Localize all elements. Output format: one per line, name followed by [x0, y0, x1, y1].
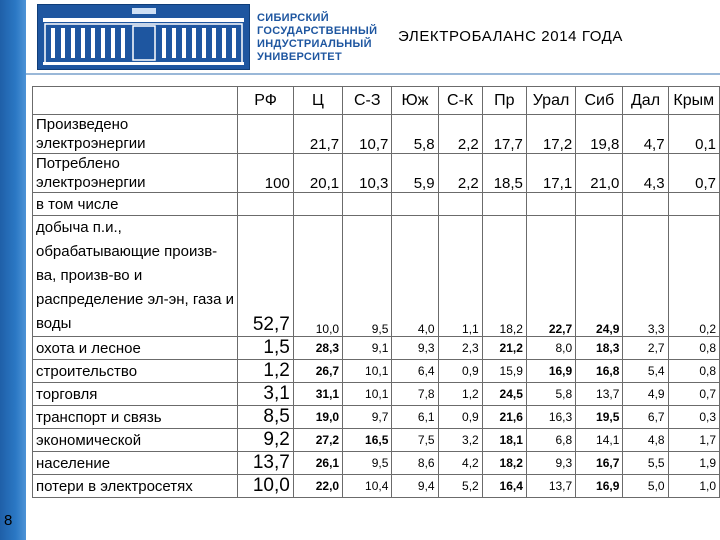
value-cell: 1,5: [238, 337, 293, 360]
value-cell: 16,9: [526, 360, 575, 383]
value-cell: 10,3: [343, 154, 392, 193]
value-cell: 4,9: [623, 383, 668, 406]
empty-cell: [343, 193, 392, 216]
value-cell: 5,2: [438, 475, 482, 498]
column-header: Крым: [668, 87, 719, 115]
value-cell: 4,8: [623, 429, 668, 452]
value-cell: 17,7: [482, 115, 526, 154]
empty-cell: [438, 193, 482, 216]
row-label-line: электроэнергии: [36, 174, 146, 191]
value-cell: 19,0: [293, 406, 342, 429]
value-cell: 6,8: [526, 429, 575, 452]
column-header: РФ: [238, 87, 293, 115]
value-cell: 16,3: [526, 406, 575, 429]
header-divider: [26, 73, 720, 75]
value-cell: 6,1: [392, 406, 438, 429]
value-cell: 31,1: [293, 383, 342, 406]
row-label-line: электроэнергии: [36, 135, 146, 152]
value-cell: 18,2: [482, 216, 526, 337]
value-cell: 6,4: [392, 360, 438, 383]
sector-row: [33, 360, 720, 383]
value-cell: 18,1: [482, 429, 526, 452]
header-blank-cell: [33, 87, 238, 115]
university-name: [257, 12, 387, 64]
value-cell: 1,7: [668, 429, 719, 452]
row-label: строительство: [33, 360, 238, 383]
value-cell: 26,7: [293, 360, 342, 383]
value-cell: 18,2: [482, 452, 526, 475]
value-cell: 19,5: [576, 406, 623, 429]
value-cell: 18,5: [482, 154, 526, 193]
value-cell: 10,0: [293, 216, 342, 337]
value-cell: 6,7: [623, 406, 668, 429]
value-cell: 24,5: [482, 383, 526, 406]
value-cell: 21,6: [482, 406, 526, 429]
mining-row: [33, 216, 720, 337]
column-header: Юж: [392, 87, 438, 115]
value-cell: 5,8: [392, 115, 438, 154]
value-cell: 9,3: [392, 337, 438, 360]
value-cell: 0,8: [668, 337, 719, 360]
value-cell: 16,7: [576, 452, 623, 475]
row-label: торговля: [33, 383, 238, 406]
university-name-line: ГОСУДАРСТВЕННЫЙ: [257, 25, 378, 37]
university-building-logo: [37, 4, 250, 70]
value-cell: 13,7: [576, 383, 623, 406]
subheader-label: в том числе: [33, 193, 238, 216]
value-cell: 10,4: [343, 475, 392, 498]
row-label: население: [33, 452, 238, 475]
value-cell: 9,7: [343, 406, 392, 429]
column-header: Ц: [293, 87, 342, 115]
value-cell: 2,7: [623, 337, 668, 360]
value-cell: 5,0: [623, 475, 668, 498]
value-cell: 10,1: [343, 383, 392, 406]
row-label: добыча п.и., обрабатывающие произв-ва, произв-во и распределение эл-эн, газа и воды: [33, 216, 238, 337]
value-cell: 17,1: [526, 154, 575, 193]
row-label: транспорт и связь: [33, 406, 238, 429]
value-cell: 16,5: [343, 429, 392, 452]
building-icon: [37, 4, 250, 70]
value-cell: 20,1: [293, 154, 342, 193]
value-cell: 10,1: [343, 360, 392, 383]
value-cell: 9,4: [392, 475, 438, 498]
value-cell: 8,0: [526, 337, 575, 360]
value-cell: 26,1: [293, 452, 342, 475]
value-cell: 9,2: [238, 429, 293, 452]
value-cell: 17,2: [526, 115, 575, 154]
produced-row: [33, 115, 720, 154]
consumed-row: [33, 154, 720, 193]
value-cell: 21,2: [482, 337, 526, 360]
value-cell: 13,7: [526, 475, 575, 498]
value-cell: 14,1: [576, 429, 623, 452]
sector-row: [33, 452, 720, 475]
value-cell: 4,2: [438, 452, 482, 475]
value-cell: 22,7: [526, 216, 575, 337]
value-cell: 5,5: [623, 452, 668, 475]
value-cell: 5,8: [526, 383, 575, 406]
electric-balance-table: [32, 86, 720, 498]
column-header: Сиб: [576, 87, 623, 115]
value-cell: 9,5: [343, 216, 392, 337]
column-header: Пр: [482, 87, 526, 115]
left-accent-bar: [0, 0, 26, 540]
value-cell: 5,9: [392, 154, 438, 193]
value-cell: 3,3: [623, 216, 668, 337]
value-cell: 9,3: [526, 452, 575, 475]
value-cell: 13,7: [238, 452, 293, 475]
column-header: С-З: [343, 87, 392, 115]
value-cell: 28,3: [293, 337, 342, 360]
value-cell: 3,2: [438, 429, 482, 452]
empty-cell: [482, 193, 526, 216]
value-cell: 9,5: [343, 452, 392, 475]
row-label: экономической: [33, 429, 238, 452]
value-cell: 0,8: [668, 360, 719, 383]
sector-rows: [33, 337, 720, 498]
subheader-row: [33, 193, 720, 216]
page-number: 8: [4, 512, 13, 529]
empty-cell: [238, 193, 293, 216]
value-cell: 16,9: [576, 475, 623, 498]
value-cell: 1,2: [238, 360, 293, 383]
value-cell: 27,2: [293, 429, 342, 452]
value-cell: 2,2: [438, 115, 482, 154]
row-label: охота и лесное: [33, 337, 238, 360]
value-cell: 1,2: [438, 383, 482, 406]
value-cell: 4,3: [623, 154, 668, 193]
value-cell: 0,9: [438, 406, 482, 429]
value-cell: 3,1: [238, 383, 293, 406]
value-cell: 9,1: [343, 337, 392, 360]
value-cell: 100: [238, 154, 293, 193]
value-cell: 5,4: [623, 360, 668, 383]
value-cell: 0,3: [668, 406, 719, 429]
value-cell: 0,1: [668, 115, 719, 154]
value-cell: 2,2: [438, 154, 482, 193]
value-cell: 18,3: [576, 337, 623, 360]
empty-cell: [623, 193, 668, 216]
sector-row: [33, 406, 720, 429]
empty-cell: [668, 193, 719, 216]
value-cell: 21,0: [576, 154, 623, 193]
value-cell: 22,0: [293, 475, 342, 498]
value-cell: 16,4: [482, 475, 526, 498]
sector-row: [33, 475, 720, 498]
sector-row: [33, 383, 720, 406]
value-cell: 10,7: [343, 115, 392, 154]
value-cell: 0,7: [668, 154, 719, 193]
column-header: Дал: [623, 87, 668, 115]
sector-row: [33, 337, 720, 360]
row-label-line: Потреблено: [36, 155, 120, 172]
value-cell: 8,6: [392, 452, 438, 475]
value-cell: 19,8: [576, 115, 623, 154]
value-cell: 16,8: [576, 360, 623, 383]
value-cell: 2,3: [438, 337, 482, 360]
value-cell: 21,7: [293, 115, 342, 154]
value-cell: [238, 115, 293, 154]
value-cell: 1,1: [438, 216, 482, 337]
row-label: потери в электросетях: [33, 475, 238, 498]
row-label: [33, 154, 238, 193]
value-cell: 1,9: [668, 452, 719, 475]
value-cell: 0,9: [438, 360, 482, 383]
value-cell: 10,0: [238, 475, 293, 498]
column-header: Урал: [526, 87, 575, 115]
value-cell: 15,9: [482, 360, 526, 383]
value-cell: 0,7: [668, 383, 719, 406]
empty-cell: [293, 193, 342, 216]
value-cell: 4,0: [392, 216, 438, 337]
empty-cell: [576, 193, 623, 216]
value-cell: 7,5: [392, 429, 438, 452]
value-cell: 0,2: [668, 216, 719, 337]
row-label: [33, 115, 238, 154]
sector-row: [33, 429, 720, 452]
empty-cell: [392, 193, 438, 216]
slide-title: ЭЛЕКТРОБАЛАНС 2014 ГОДА: [398, 28, 624, 45]
column-header: С-К: [438, 87, 482, 115]
row-label-line: Произведено: [36, 116, 129, 133]
university-name-line: УНИВЕРСИТЕТ: [257, 51, 342, 63]
university-name-line: ИНДУСТРИАЛЬНЫЙ: [257, 38, 372, 50]
value-cell: 24,9: [576, 216, 623, 337]
value-cell: 4,7: [623, 115, 668, 154]
empty-cell: [526, 193, 575, 216]
value-cell: 7,8: [392, 383, 438, 406]
column-header-row: [33, 87, 720, 115]
university-name-line: СИБИРСКИЙ: [257, 12, 329, 24]
value-cell: 52,7: [238, 216, 293, 337]
value-cell: 1,0: [668, 475, 719, 498]
value-cell: 8,5: [238, 406, 293, 429]
